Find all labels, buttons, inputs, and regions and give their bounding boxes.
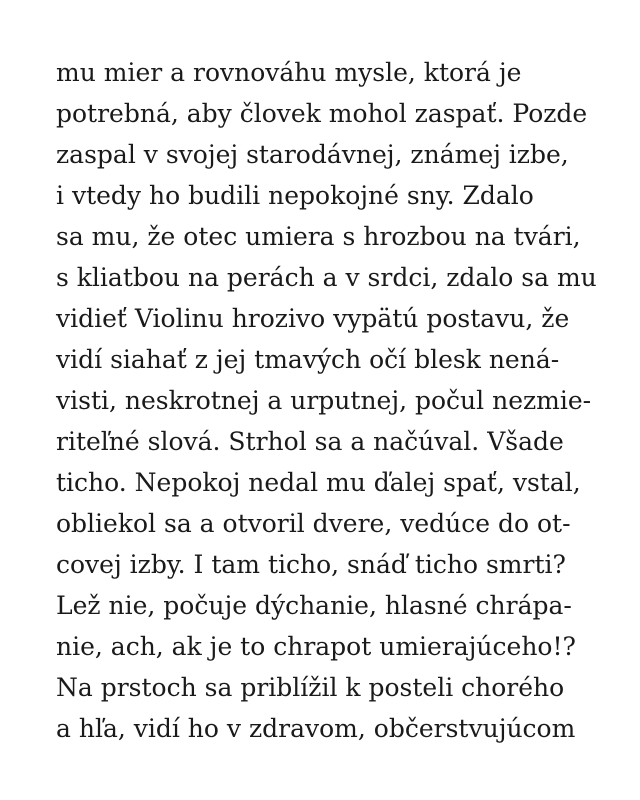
text-line: a hľa, vidí ho v zdravom, občerstvujúcom (56, 714, 576, 743)
text-line: vidí siahať z jej tmavých očí blesk nená- (56, 345, 560, 374)
body-text (56, 52, 616, 749)
text-line: nie, ach, ak je to chrapot umierajúceho!? (56, 632, 576, 661)
text-line: ticho. Nepokoj nedal mu ďalej spať, vstal, (56, 468, 581, 497)
text-line: obliekol sa a otvoril dvere, vedúce do ot- (56, 509, 571, 538)
text-line: zaspal v svojej starodávnej, známej izbe, (56, 140, 569, 169)
text-line: vidieť Violinu hrozivo vypätú postavu, že (56, 304, 570, 333)
text-line: sa mu, že otec umiera s hrozbou na tvári, (56, 222, 581, 251)
text-line: Na prstoch sa priblížil k posteli chorého (56, 673, 565, 702)
text-line: potrebná, aby človek mohol zaspať. Pozde (56, 99, 588, 128)
text-line: covej izby. I tam ticho, snáď ticho smrti? (56, 550, 566, 579)
text-line: s kliatbou na perách a v srdci, zdalo sa mu (56, 263, 597, 292)
text-line: i vtedy ho budili nepokojné sny. Zdalo (56, 181, 534, 210)
text-line: Lež nie, počuje dýchanie, hlasné chrápa- (56, 591, 572, 620)
text-line: visti, neskrotnej a urputnej, počul nezmie- (56, 386, 592, 415)
text-line: riteľné slová. Strhol sa a načúval. Všade (56, 427, 564, 456)
text-line: mu mier a rovnováhu mysle, ktorá je (56, 58, 522, 87)
